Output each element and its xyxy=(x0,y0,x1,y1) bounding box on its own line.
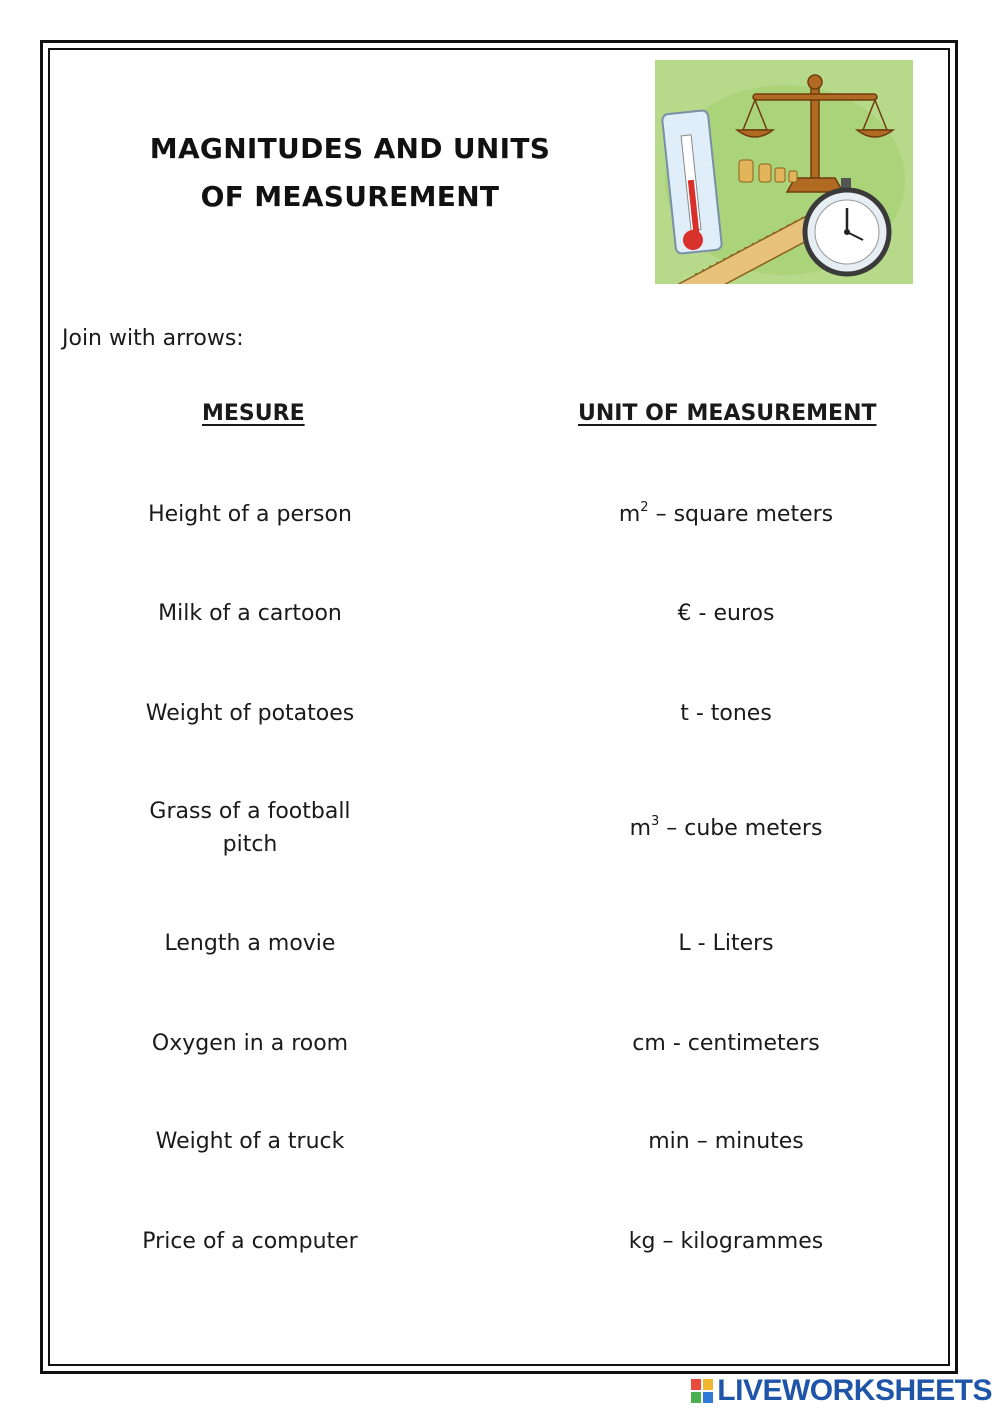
unit-symbol: L - Liters xyxy=(678,931,774,956)
liveworksheets-watermark xyxy=(691,1373,992,1409)
unit-item[interactable] xyxy=(566,1125,886,1158)
unit-symbol: t - tones xyxy=(680,701,772,726)
measure-item[interactable]: Height of a person xyxy=(148,502,352,527)
measure-item[interactable]: Weight of a truck xyxy=(155,1129,345,1154)
column-header-measure: MESURE xyxy=(202,401,305,426)
instruction-text: Join with arrows: xyxy=(62,326,244,351)
worksheet-title-line2: OF MEASUREMENT xyxy=(200,180,500,213)
measure-item[interactable]: Milk of a cartoon xyxy=(158,601,342,626)
measure-item[interactable]: Oxygen in a room xyxy=(151,1031,349,1056)
unit-item[interactable] xyxy=(566,498,886,531)
measure-item[interactable]: Grass of a football xyxy=(149,799,351,824)
worksheet-title-line1: MAGNITUDES AND UNITS xyxy=(149,132,551,165)
unit-name: – square meters xyxy=(648,502,834,527)
unit-symbol: m xyxy=(618,502,641,527)
liveworksheets-logo-icon xyxy=(691,1379,713,1403)
unit-symbol: € - euros xyxy=(677,601,775,626)
measurement-tools-illustration xyxy=(655,60,913,284)
unit-item[interactable] xyxy=(566,697,886,730)
watermark-text: LIVEWORKSHEETS xyxy=(717,1374,992,1407)
measure-item[interactable]: Weight of potatoes xyxy=(145,701,355,726)
measure-item[interactable]: Length a movie xyxy=(164,931,336,956)
measure-item-continued[interactable]: pitch xyxy=(222,832,278,857)
unit-item[interactable] xyxy=(566,597,886,630)
unit-exponent: 3 xyxy=(651,814,660,829)
unit-item[interactable] xyxy=(566,927,886,960)
unit-symbol: m xyxy=(629,816,651,841)
unit-symbol: kg – kilogrammes xyxy=(628,1229,824,1254)
column-header-unit: UNIT OF MEASUREMENT xyxy=(578,401,877,426)
unit-item[interactable] xyxy=(566,1225,886,1258)
unit-symbol: cm - centimeters xyxy=(632,1031,820,1056)
unit-exponent: 2 xyxy=(640,500,649,515)
unit-name: – cube meters xyxy=(659,816,823,841)
unit-item[interactable] xyxy=(566,812,886,845)
measure-item[interactable]: Price of a computer xyxy=(142,1229,358,1254)
unit-symbol: min – minutes xyxy=(648,1129,804,1154)
unit-item[interactable] xyxy=(566,1027,886,1060)
